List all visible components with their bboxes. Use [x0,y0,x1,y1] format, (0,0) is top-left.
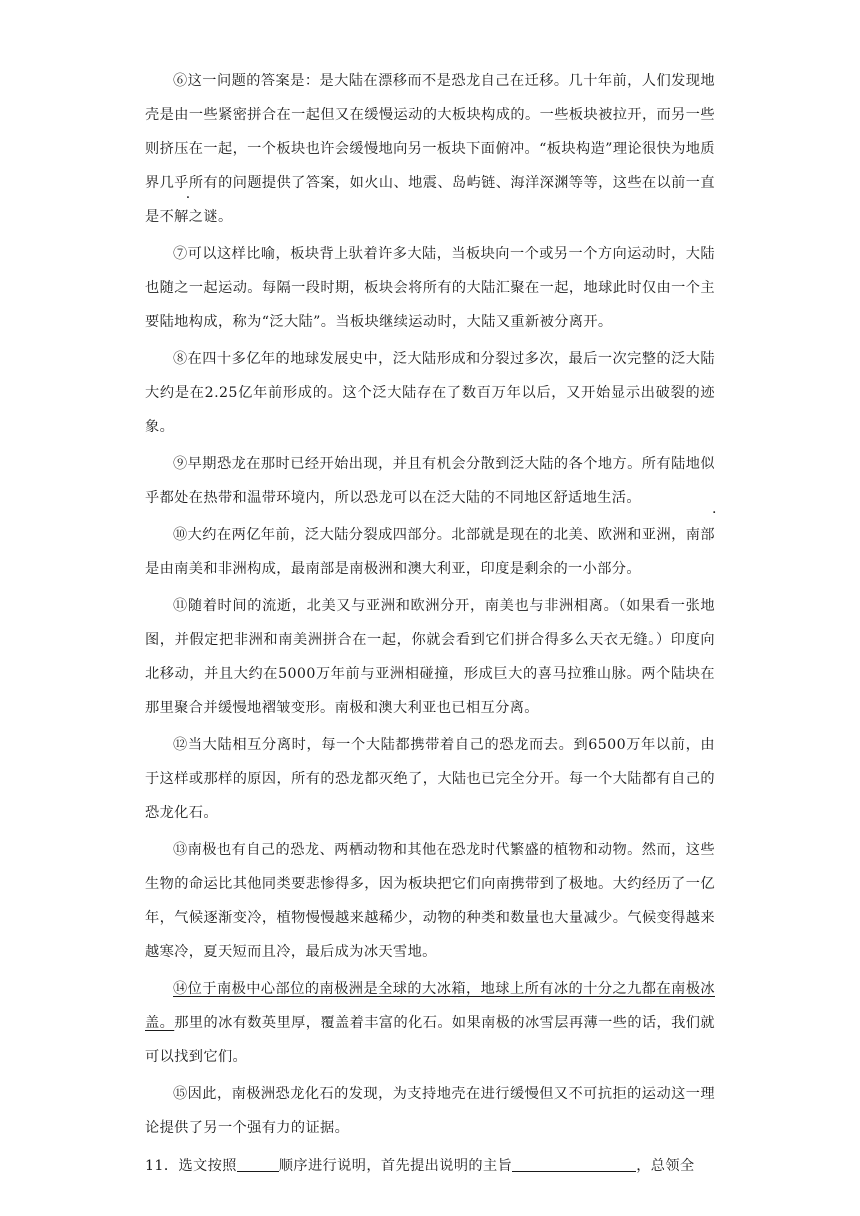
paragraph-9 [145,447,715,515]
paragraph-10: ⑩大约在两亿年前，泛大陆分裂成四部分。北部就是现在的北美、欧洲和亚洲，南部是由南美和非洲构成，最南部是南极洲和澳大利亚，印度是剩余的一小部分。 [145,527,715,577]
question-11-part1: 11．选文按照 [145,1158,237,1174]
paragraph-9-tail: 都处在热带和温带环境内，所以恐龙可以在泛大陆的不同地区舒适地生活。 [159,490,641,506]
paragraph-6-tail: 所有的问题提供了答案，如火山、地震、岛屿链、海洋深渊等等，这些在以前一直是不解之谜。 [145,175,715,225]
answer-blank-order[interactable] [237,1155,279,1172]
paragraph-15: ⑮因此，南极洲恐龙化石的发现，为支持地壳在进行缓慢但又不可抗拒的运动这一理论提供了另一个强有力的证据。 [145,1086,715,1136]
paragraph-6 [145,64,715,234]
paragraph-13: ⑬南极也有自己的恐龙、两栖动物和其他在恐龙时代繁盛的植物和动物。然而，这些生物的命运比其他同类要悲惨得多，因为板块把它们向南携带到了极地。大约经历了一亿年，气候逐渐变冷，植物慢慢越来越稀少，动物的种类和数量也大量减少。气候变得越来越寒冷，夏天短而且冷，最后成为冰天雪地。 [145,842,715,960]
question-11 [145,1149,715,1183]
emphasis-dots-word [160,175,189,191]
underlined-sentence: ⑭位于南极中心部位的南极洲是全球的大冰箱，地球上所有冰的十分之九都在南极冰盖。 [145,981,715,1031]
paragraph-9-head: ⑨早期恐龙在那时已经开始出现，并且有机会分散到泛大陆的各个地方。所有陆地 [173,456,701,472]
dotted-char-group: 几乎 [159,175,189,191]
answer-blank-theme[interactable] [512,1155,636,1172]
paragraph-8: ⑧在四十多亿年的地球发展史中，泛大陆形成和分裂过多次，最后一次完整的泛大陆大约是在2.25亿年前形成的。这个泛大陆存在了数百万年以后，又开始显示出破裂的迹象。 [145,351,715,435]
paragraph-11: ⑪随着时间的流逝，北美又与亚洲和欧洲分开，南美也与非洲相离。（如果看一张地图，并假定把非洲和南美洲拼合在一起，你就会看到它们拼合得多么天衣无缝。）印度向北移动，并且大约在5000万年前与亚洲相碰撞，形成巨大的喜马拉雅山脉。两个陆块在那里聚合并缓慢地褶皱变形。南极和澳大利亚也已相互分离。 [145,598,715,716]
dotted-char-group: 似乎 [145,456,715,506]
paragraph-12: ⑫当大陆相互分离时，每一个大陆都携带着自己的恐龙而去。到6500万年以前，由于这样或那样的原因，所有的恐龙都灭绝了，大陆也已完全分开。每一个大陆都有自己的恐龙化石。 [145,737,715,821]
paragraph-6-text: ⑥这一问题的答案是：是大陆在漂移而不是恐龙自己在迁移。几十年前，人们发现地壳是由一些紧密拼合在一起但又在缓慢运动的大板块构成的。一些板块被拉开，而另一些则挤压在一起，一个板块也许会缓慢地向另一板块下面俯冲。“板块构造”理论很快为地质界 [145,73,715,191]
question-11-part3: ，总领全 [636,1158,695,1174]
document-page [145,64,715,1183]
question-11-part2: 顺序进行说明，首先提出说明的主旨 [278,1158,513,1174]
paragraph-14 [145,972,715,1074]
paragraph-7: ⑦可以这样比喻，板块背上驮着许多大陆，当板块向一个或另一个方向运动时，大陆也随之一起运动。每隔一段时期，板块会将所有的大陆汇聚在一起，地球此时仅由一个主要陆地构成，称为“泛大陆”。当板块继续运动时，大陆又重新被分离开。 [145,246,715,330]
paragraph-14-tail: 那里的冰有数英里厚，覆盖着丰富的化石。如果南极的冰雪层再薄一些的话，我们就可以找到它们。 [145,1015,715,1065]
